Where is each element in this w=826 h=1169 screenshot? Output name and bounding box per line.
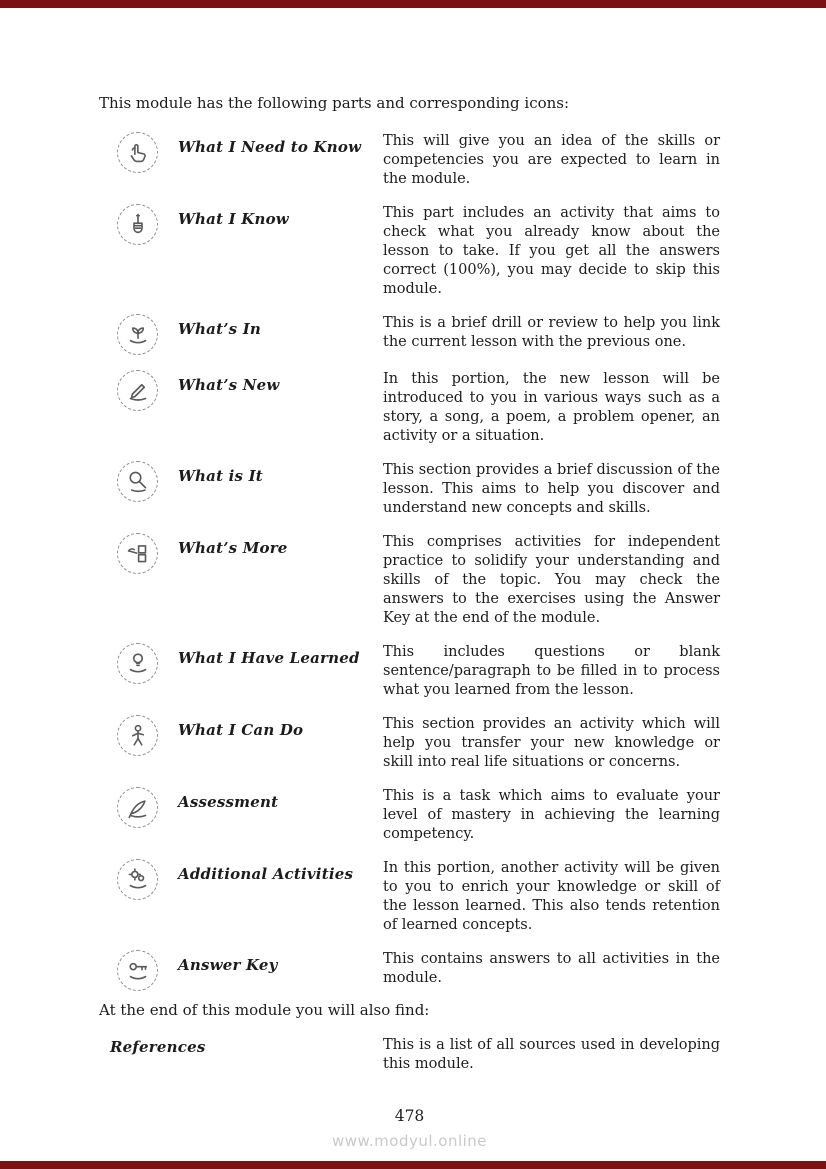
module-part-description: This part includes an activity that aims to check what you already know about the lesson to take. If you get all the answers correct (100%), you may decide to skip this module. bbox=[383, 205, 720, 297]
module-part-label: What’s New bbox=[178, 376, 280, 394]
module-part-label: What I Have Learned bbox=[178, 649, 360, 667]
module-part-row bbox=[99, 461, 720, 518]
module-part-row bbox=[99, 859, 720, 935]
outro-text: At the end of this module you will also find: bbox=[99, 1001, 430, 1019]
intro-text: This module has the following parts and corresponding icons: bbox=[99, 94, 570, 112]
page-number: 478 bbox=[394, 1107, 425, 1125]
module-part-row bbox=[99, 643, 720, 700]
top-border-bar bbox=[0, 0, 826, 8]
module-part-description: This is a task which aims to evaluate your level of mastery in achieving the learning competency. bbox=[383, 788, 720, 842]
module-part-row bbox=[99, 132, 720, 189]
gears-over-hand-icon bbox=[117, 859, 158, 900]
module-part-label: What I Need to Know bbox=[178, 138, 362, 156]
bottom-border-bar bbox=[0, 1161, 826, 1169]
hand-with-sprout-icon bbox=[117, 314, 158, 355]
person-figure-icon bbox=[117, 715, 158, 756]
writing-quill-icon bbox=[117, 787, 158, 828]
module-part-label: What’s More bbox=[178, 539, 288, 557]
references-description: This is a list of all sources used in developing this module. bbox=[383, 1037, 720, 1072]
hand-with-pen-icon bbox=[117, 370, 158, 411]
module-part-description: This section provides an activity which will help you transfer your new knowledge or skill into real life situations or concerns. bbox=[383, 716, 720, 770]
raised-hand-pencil-icon bbox=[117, 204, 158, 245]
references-label: References bbox=[110, 1038, 206, 1056]
module-part-row bbox=[99, 314, 720, 355]
module-parts-page bbox=[99, 94, 720, 1150]
pointing-finger-hand-icon bbox=[117, 132, 158, 173]
watermark-text: www.modyul.online bbox=[331, 1132, 488, 1150]
module-part-description: This includes questions or blank sentence/paragraph to be filled in to process what you learned from the lesson. bbox=[383, 644, 720, 698]
module-part-label: What is It bbox=[178, 467, 263, 485]
key-over-hand-icon bbox=[117, 950, 158, 991]
lightbulb-over-hand-icon bbox=[117, 643, 158, 684]
module-part-row bbox=[99, 787, 720, 844]
module-part-description: This section provides a brief discussion of the lesson. This aims to help you discover and understand new concepts and skills. bbox=[383, 462, 720, 516]
module-part-row bbox=[99, 950, 720, 991]
magnifying-glass-icon bbox=[117, 461, 158, 502]
module-part-row bbox=[99, 370, 720, 446]
module-part-description: This will give you an idea of the skills or competencies you are expected to learn in the module. bbox=[383, 133, 720, 187]
module-part-label: Assessment bbox=[178, 793, 279, 811]
module-part-row bbox=[99, 533, 720, 628]
module-part-description: In this portion, another activity will be given to you to enrich your knowledge or skill of the lesson learned. This also tends retention of learned concepts. bbox=[383, 860, 720, 933]
module-part-description: This comprises activities for independent practice to solidify your understanding and skills of the topic. You may check the answers to the exercises using the Answer Key at the end of the module. bbox=[383, 534, 720, 626]
module-part-row bbox=[99, 715, 720, 772]
hand-stacking-blocks-icon bbox=[117, 533, 158, 574]
module-part-label: Additional Activities bbox=[178, 865, 354, 883]
module-part-label: What I Know bbox=[178, 210, 289, 228]
module-part-label: Answer Key bbox=[178, 956, 278, 974]
module-part-description: This contains answers to all activities in the module. bbox=[383, 951, 720, 986]
module-part-description: In this portion, the new lesson will be introduced to you in various ways such as a story, a song, a poem, a problem opener, an activity or a situation. bbox=[383, 371, 720, 444]
references-row bbox=[99, 1036, 720, 1074]
module-part-label: What I Can Do bbox=[178, 721, 304, 739]
module-part-row bbox=[99, 204, 720, 299]
module-part-description: This is a brief drill or review to help you link the current lesson with the previous one. bbox=[383, 315, 720, 350]
module-part-label: What’s In bbox=[178, 320, 262, 338]
